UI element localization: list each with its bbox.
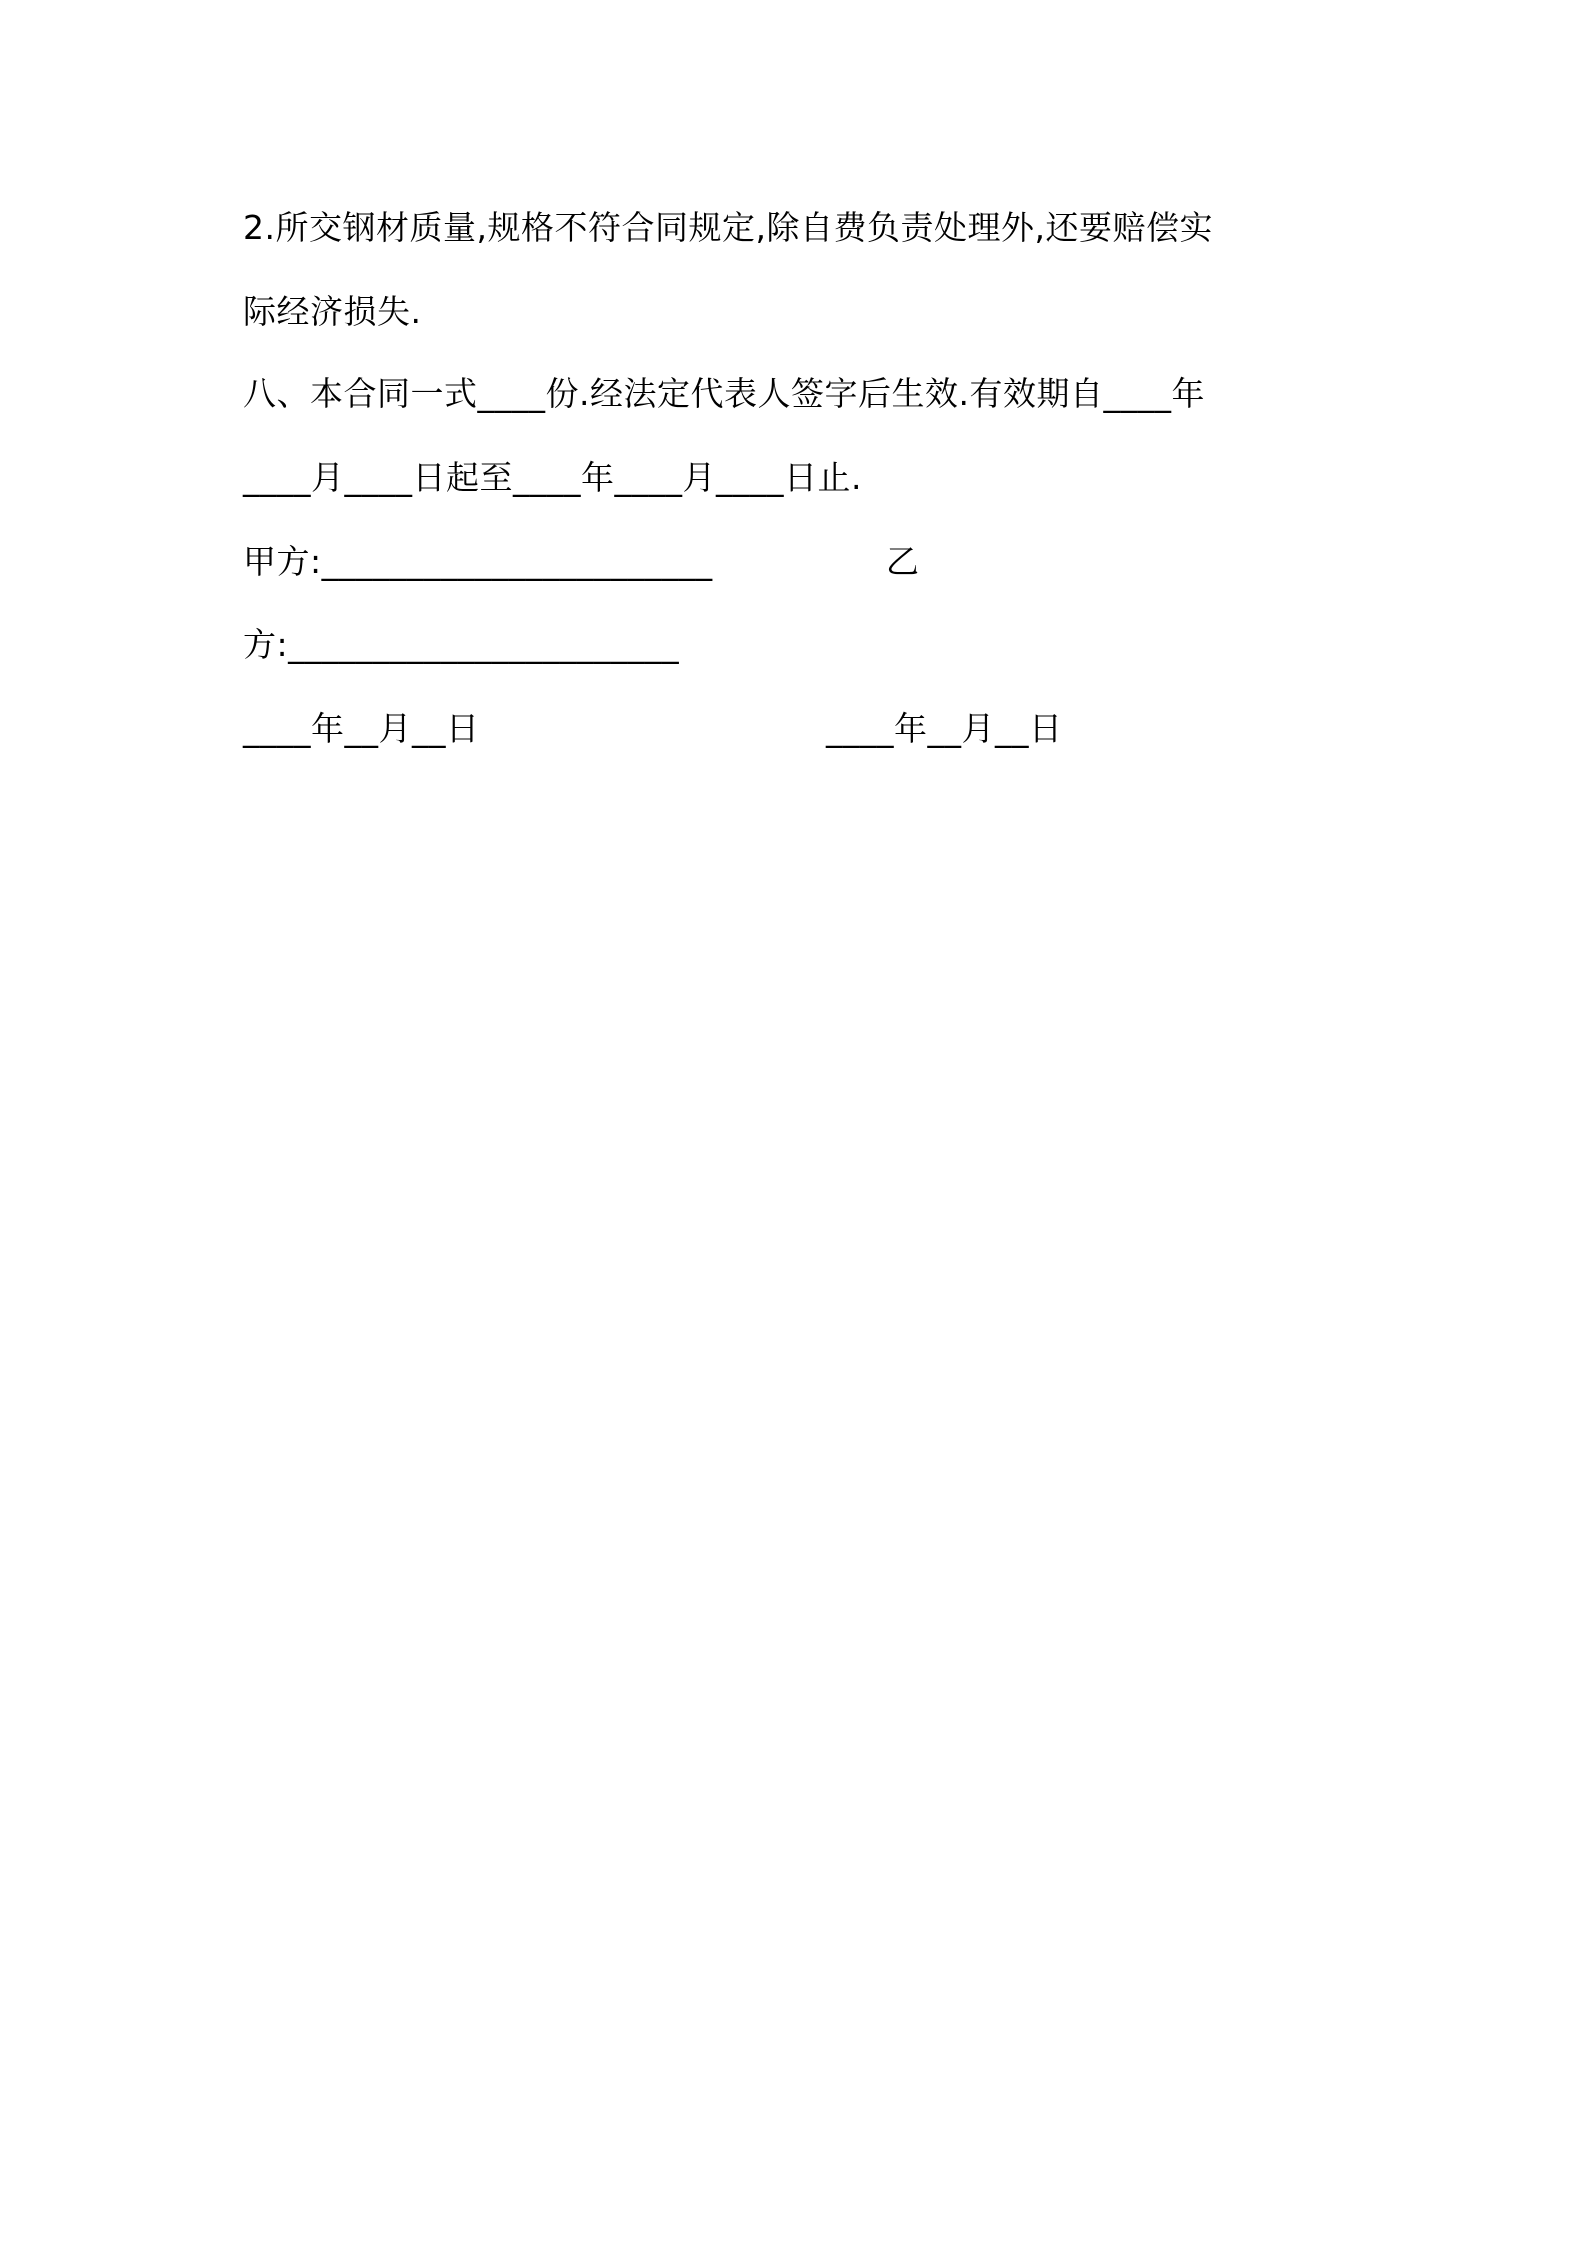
clause-2-line-1: 2.所交钢材质量,规格不符合同规定,除自费负责处理外,还要赔偿实 (243, 208, 1213, 247)
party-a-signature-line: 甲方:_______________________ (243, 542, 713, 581)
party-a-date-line: ____年__月__日 (243, 709, 480, 748)
party-b-date-line: ____年__月__日 (826, 709, 1063, 748)
party-b-signature-line: 方:_______________________ (243, 625, 680, 664)
article-8-line-2: ____月____日起至____年____月____日止. (243, 458, 862, 497)
clause-2-line-2: 际经济损失. (243, 292, 422, 331)
article-8-line-1: 八、本合同一式____份.经法定代表人签字后生效.有效期自____年 (243, 374, 1205, 413)
party-b-label-start: 乙 (886, 542, 920, 581)
